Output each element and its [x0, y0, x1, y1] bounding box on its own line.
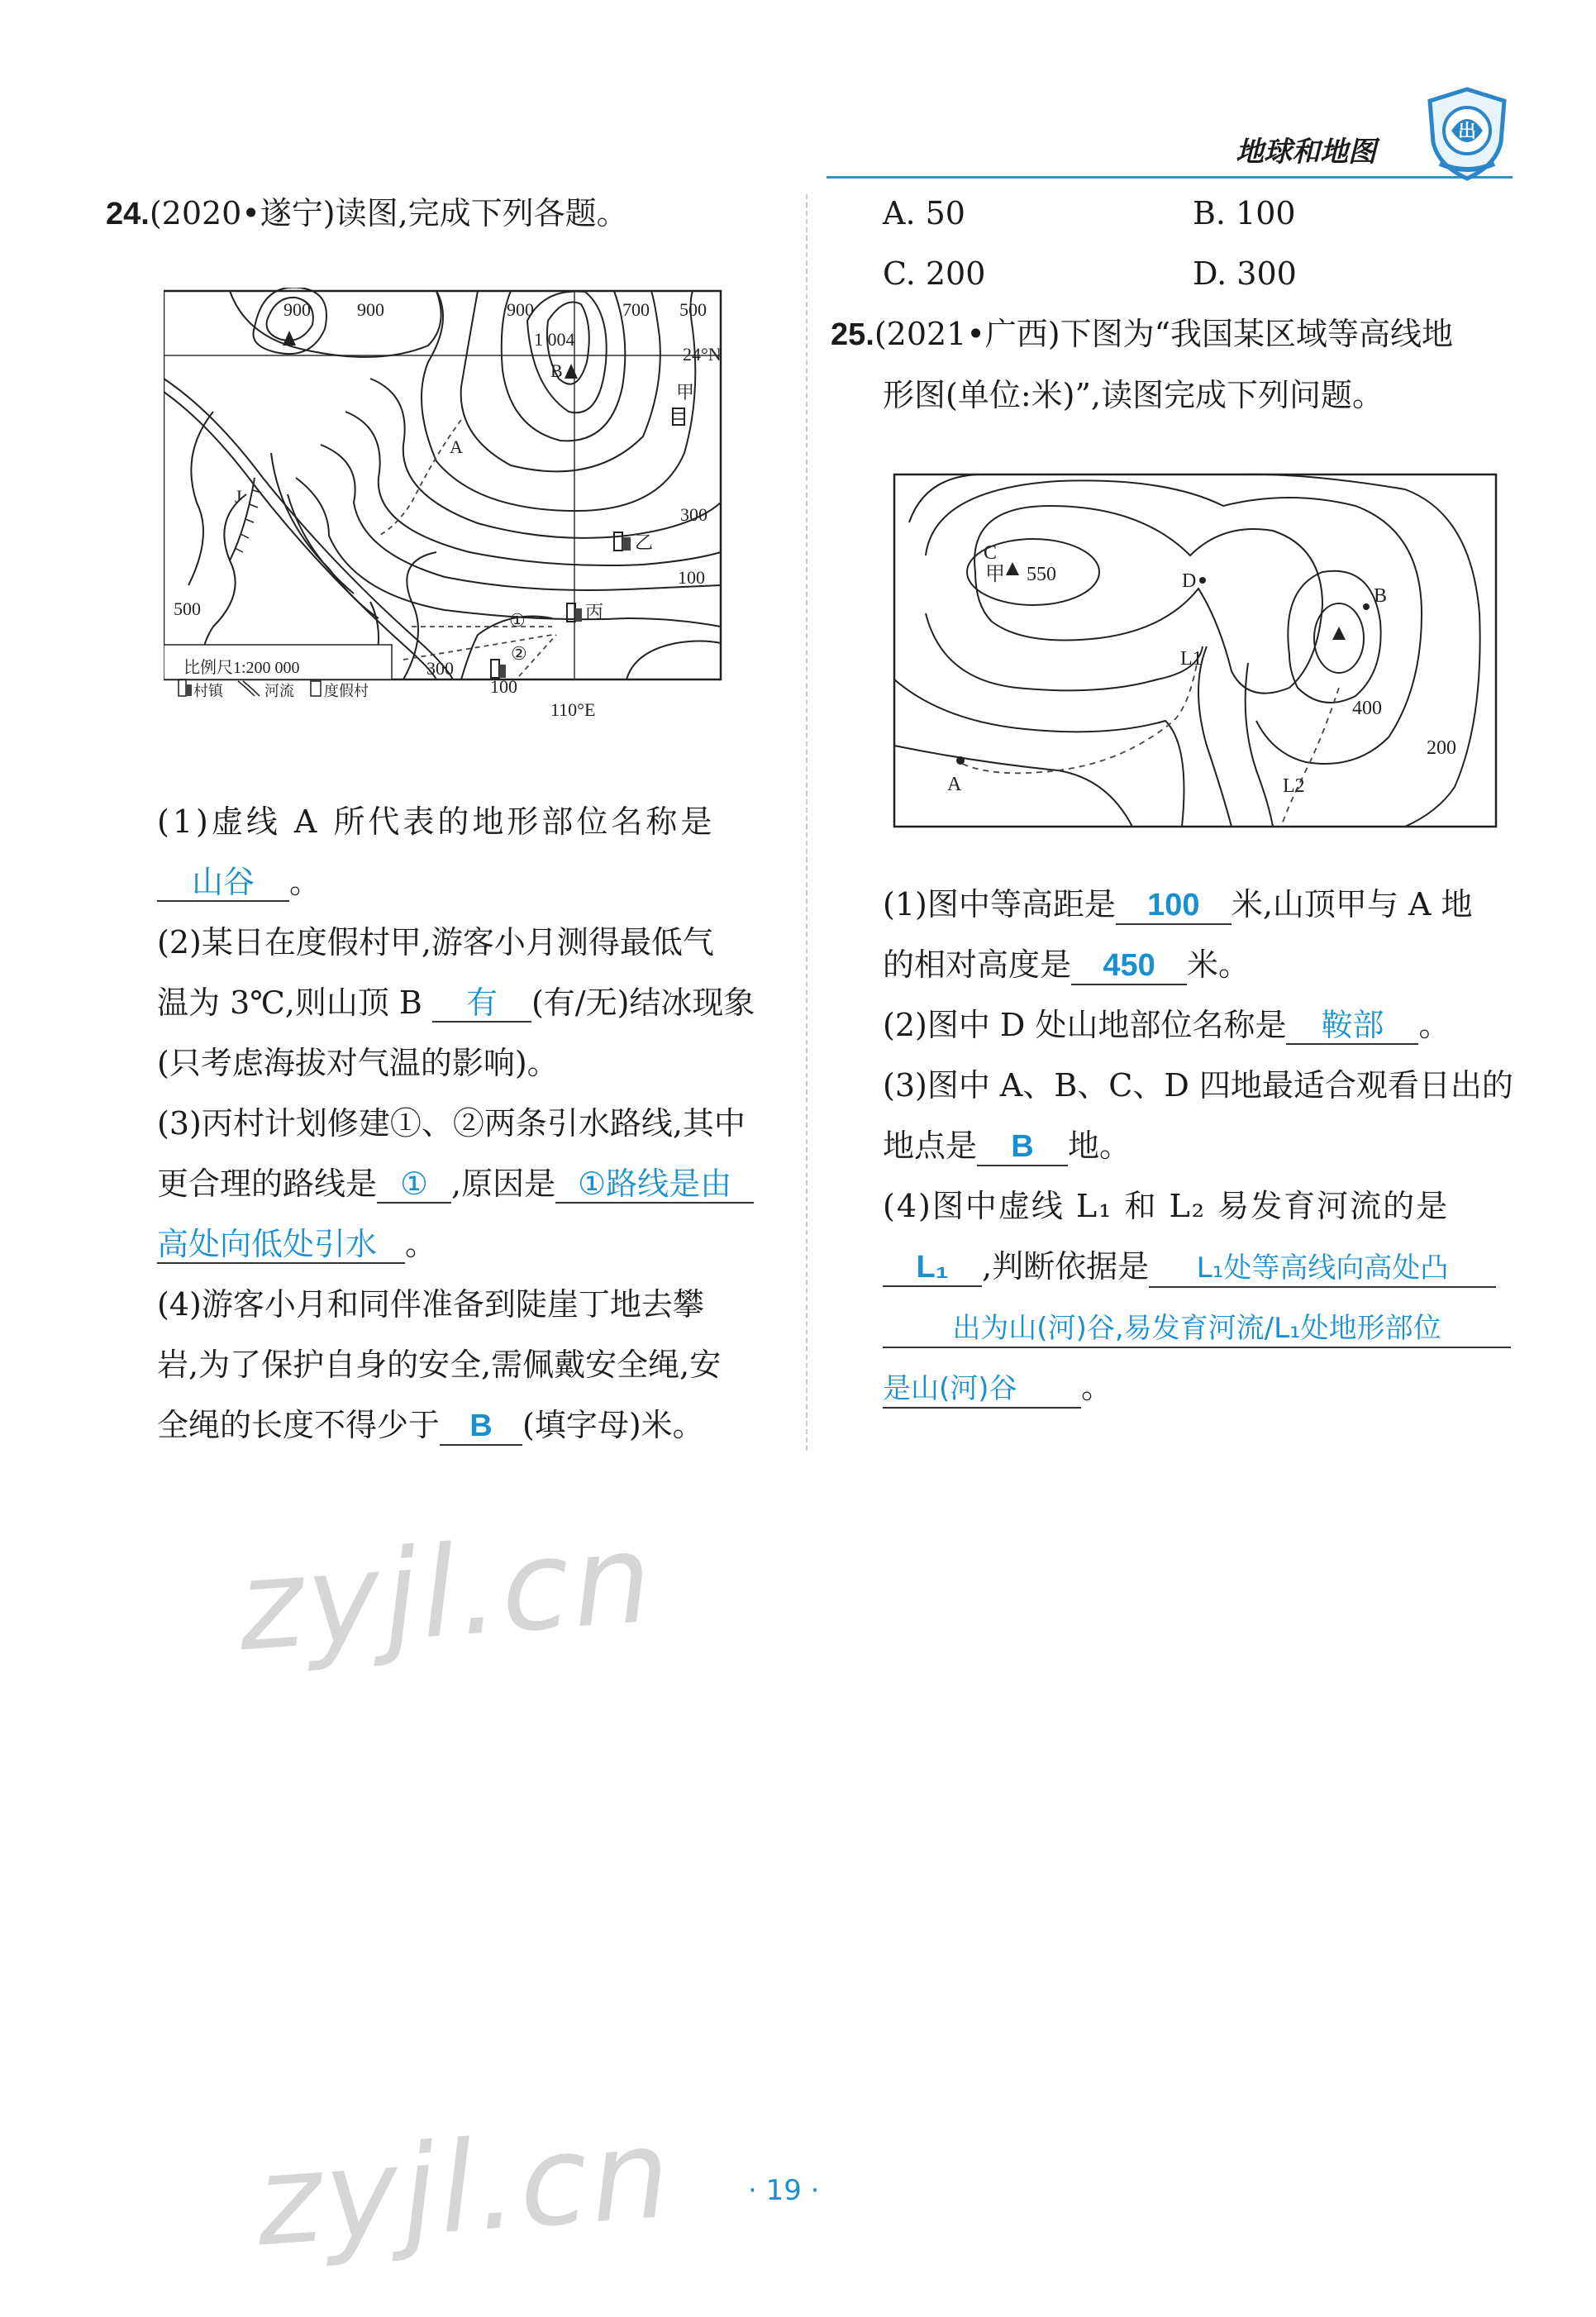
q24-map-label: 丙 — [585, 602, 604, 622]
question-24 — [106, 184, 628, 245]
q24-map-label: 500 — [679, 299, 707, 320]
q25-p3-answer: B — [977, 1128, 1068, 1166]
q24-p3-answer-reason-a: ①路线是由 — [555, 1166, 754, 1204]
q25-map-label: A — [947, 774, 962, 795]
q25-map-label: 400 — [1352, 698, 1382, 719]
option-c: C. 200 — [883, 255, 986, 292]
q25-p4-answer-reason-a: L₁处等高线向高处凸 — [1149, 1250, 1496, 1288]
book-logo-icon — [1422, 83, 1513, 182]
q24-options — [883, 184, 1527, 304]
q24-legend-item: 度假村 — [324, 683, 369, 699]
q24-map-label: 甲 — [676, 382, 695, 403]
header-rule — [827, 176, 1513, 179]
q24-map-label: 500 — [174, 598, 201, 619]
page-number: · 19 · — [748, 2174, 820, 2207]
q24-map-label: 900 — [357, 299, 384, 320]
header-title: 地球和地图 — [1236, 136, 1376, 169]
q24-p2-text: (2)某日在度假村甲,游客小月测得最低气 — [157, 924, 714, 961]
q25-stem: (2021•广西)下图为“我国某区域等高线地 — [874, 316, 1454, 352]
q24-map-label: B — [550, 360, 563, 381]
q24-p4-text-b: 岩,为了保护自身的安全,需佩戴安全绳,安 — [157, 1347, 722, 1383]
q24-p4-text: (4)游客小月和同伴准备到陡崖丁地去攀 — [157, 1286, 704, 1323]
q24-map-label: 700 — [622, 299, 650, 320]
q24-p2-answer: 有 — [432, 984, 531, 1023]
q24-p3-text-c: ,原因是 — [451, 1166, 556, 1202]
q24-p1-answer: 山谷 — [157, 864, 289, 902]
q25-map-label: B — [1374, 585, 1388, 607]
q24-contour-map — [164, 288, 726, 726]
q24-p2-text-b: 温为 3℃,则山顶 B — [157, 984, 422, 1021]
q25-p4-text: (4)图中虚线 L₁ 和 L₂ 易发育河流的是 — [883, 1188, 1450, 1224]
q25-p4-answer-reason-c: 是山(河)谷 — [883, 1371, 1081, 1409]
q25-p1-text: (1)图中等高距是 — [883, 886, 1116, 923]
q25-p4-answer-line: L₁ — [883, 1249, 982, 1287]
q25-p3-text: (3)图中 A、B、C、D 四地最适合观看日出的 — [883, 1067, 1513, 1104]
q24-subquestions — [157, 792, 785, 1456]
q24-map-label: 110°E — [550, 699, 596, 720]
q25-p1-text-d: 米。 — [1187, 946, 1251, 983]
q24-map-label: 900 — [283, 299, 311, 320]
q24-p1-end: 。 — [289, 864, 322, 900]
q24-stem: (2020•遂宁)读图,完成下列各题。 — [149, 195, 628, 231]
q24-p3-text-b: 更合理的路线是 — [157, 1166, 378, 1202]
q24-p3-text: (3)丙村计划修建①、②两条引水路线,其中 — [157, 1105, 746, 1142]
q24-map-label: 900 — [507, 299, 534, 320]
q24-map-label: 300 — [680, 504, 707, 525]
option-b: B. 100 — [1193, 195, 1296, 231]
q25-p4-answer-reason-b: 出为山(河)谷,易发育河流/L₁处地形部位 — [883, 1310, 1511, 1348]
q25-map-label: L2 — [1283, 775, 1305, 797]
q24-number: 24. — [106, 197, 150, 231]
q25-p1-text-b: 米,山顶甲与 A 地 — [1231, 886, 1473, 923]
q24-p4-answer: B — [440, 1408, 522, 1446]
option-d: D. 300 — [1193, 255, 1297, 292]
q25-map-label: 甲 — [985, 564, 1005, 585]
q25-map-label: L1 — [1180, 648, 1203, 670]
q24-legend-item: 村镇 — [193, 683, 223, 699]
svg-text:出: 出 — [1457, 121, 1477, 141]
q24-map-label: 1 004 — [534, 329, 575, 350]
option-a: A. 50 — [883, 195, 965, 231]
q24-p3-end: 。 — [405, 1226, 437, 1262]
q25-subquestions — [883, 875, 1527, 1418]
q25-p3-text-b: 地点是 — [883, 1128, 978, 1164]
q24-map-label: J — [235, 486, 242, 507]
watermark: zyjl.cn — [233, 1506, 660, 1680]
q24-map-label: A — [450, 436, 463, 457]
q25-p1-answer-height: 450 — [1071, 947, 1187, 985]
q25-map-label: 550 — [1027, 564, 1056, 585]
q24-map-label: 300 — [426, 658, 454, 679]
q25-p1-text-c: 的相对高度是 — [883, 946, 1072, 983]
q24-map-label: 100 — [490, 676, 517, 697]
q25-p2-end: 。 — [1418, 1007, 1451, 1043]
q24-map-label: 乙 — [635, 532, 654, 553]
q24-map-label: ① — [509, 610, 526, 631]
q24-legend-item: 河流 — [264, 683, 294, 699]
q25-p2-text: (2)图中 D 处山地部位名称是 — [883, 1007, 1287, 1043]
q24-map-label: 100 — [678, 567, 705, 588]
q24-map-label: ② — [511, 643, 527, 664]
q24-p2-text-c: (有/无)结冰现象 — [531, 984, 755, 1021]
q25-p4-text-b: ,判断依据是 — [982, 1248, 1150, 1285]
q25-p4-end: 。 — [1081, 1369, 1113, 1405]
q24-map-label: 24°N — [683, 344, 722, 365]
q24-p3-answer-reason-b: 高处向低处引水 — [157, 1226, 405, 1264]
q25-p2-answer: 鞍部 — [1286, 1007, 1418, 1045]
q25-contour-map — [893, 473, 1498, 830]
q25-p1-answer-interval: 100 — [1116, 887, 1232, 925]
q24-p1-text: (1)虚线 A 所代表的地形部位名称是 — [157, 803, 716, 840]
q25-map-label: 200 — [1427, 737, 1456, 759]
q24-p2-text-d: (只考虑海拔对气温的影响)。 — [157, 1045, 559, 1081]
q25-map-label: C — [984, 542, 998, 564]
q25-map-label: D — [1182, 570, 1197, 592]
watermark: zyjl.cn — [251, 2101, 678, 2275]
page-header — [827, 83, 1513, 182]
q25-stem-b: 形图(单位:米)”,读图完成下列问题。 — [883, 377, 1384, 413]
q25-p3-text-c: 地。 — [1068, 1128, 1131, 1164]
q24-p3-answer-route: ① — [377, 1166, 451, 1204]
column-divider — [806, 194, 808, 1451]
q24-p4-text-d: (填字母)米。 — [522, 1407, 704, 1443]
question-25 — [831, 304, 1525, 426]
q25-number: 25. — [831, 317, 874, 352]
q24-legend-title: 比例尺1:200 000 — [183, 659, 300, 677]
q24-p4-text-c: 全绳的长度不得少于 — [157, 1407, 441, 1443]
